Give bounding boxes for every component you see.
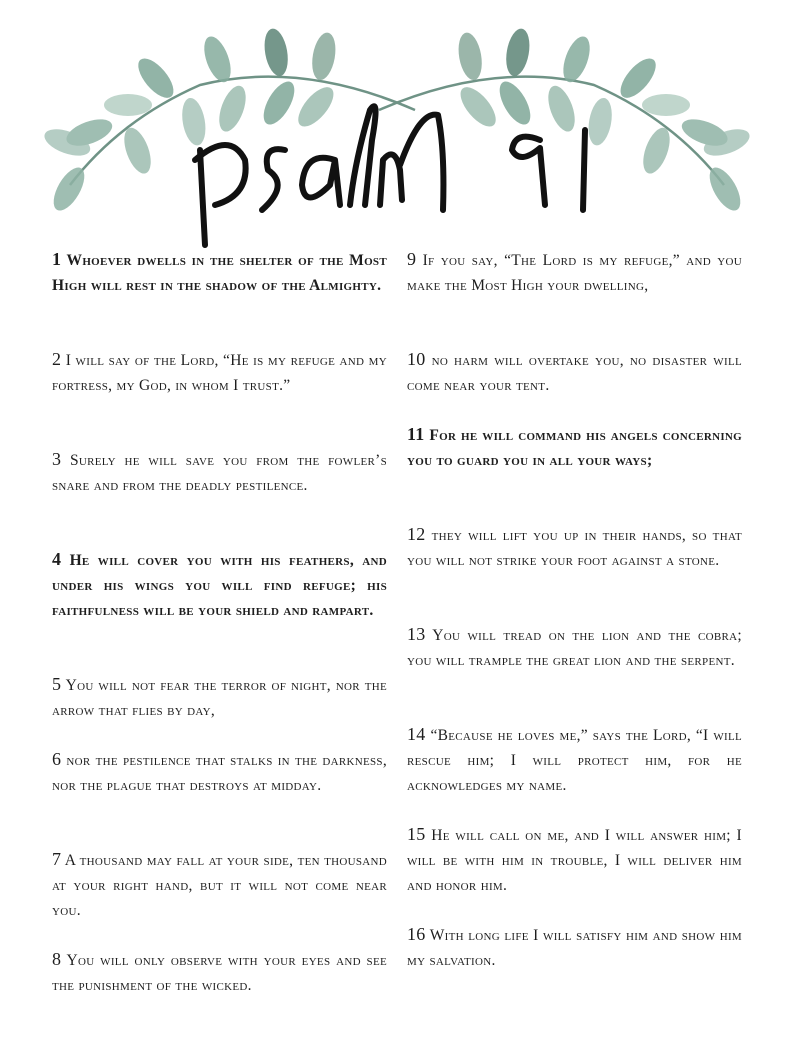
- verse: [52, 447, 387, 498]
- verse: [52, 847, 387, 923]
- verse-text: “Because he loves me,” says the Lord, “I will rescue him; I will protect him, for he acknowledges my name.: [407, 727, 742, 794]
- verse: [407, 422, 742, 473]
- verse-text: Surely he will save you from the fowler’s snare and from the deadly pestilence.: [52, 452, 387, 494]
- verse: [407, 522, 742, 573]
- verse-text: You will not fear the terror of night, nor the arrow that flies by day,: [52, 677, 387, 719]
- verse-number: 11: [407, 424, 425, 444]
- verse: [407, 622, 742, 673]
- verse-number: 14: [407, 724, 426, 744]
- verse-number: 13: [407, 624, 426, 644]
- verse-number: 5: [52, 674, 62, 694]
- verse-number: 9: [407, 249, 417, 269]
- verse-text: With long life I will satisfy him and show him my salvation.: [407, 927, 742, 969]
- header: [0, 0, 794, 250]
- verse-text: He will cover you with his feathers, and under his wings you will find refuge; his faithfulness will be your shield and rampart.: [52, 552, 387, 619]
- verse-text: nor the pestilence that stalks in the darkness, nor the plague that destroys at midday.: [52, 752, 387, 794]
- verse: [407, 722, 742, 798]
- verse-text: You will tread on the lion and the cobra; you will trample the great lion and the serpent.: [407, 627, 742, 669]
- verse-number: 7: [52, 849, 62, 869]
- verse-number: 16: [407, 924, 426, 944]
- verse-number: 1: [52, 249, 62, 269]
- verse: [52, 547, 387, 623]
- verse-number: 10: [407, 349, 426, 369]
- verse-number: 4: [52, 549, 62, 569]
- verse-number: 12: [407, 524, 426, 544]
- verse: [52, 947, 387, 998]
- verse: [52, 672, 387, 723]
- verse-number: 8: [52, 949, 62, 969]
- left-branch-icon: [41, 27, 415, 216]
- verse-number: 6: [52, 749, 62, 769]
- verse: [52, 747, 387, 798]
- verse: [407, 922, 742, 973]
- right-branch-icon: [379, 27, 753, 216]
- verse-number: 15: [407, 824, 426, 844]
- page-title: [195, 106, 585, 245]
- verse-text: He will call on me, and I will answer him; I will be with him in trouble, I will deliver him and honor him.: [407, 827, 742, 894]
- verse: [52, 247, 387, 298]
- verse-number: 3: [52, 449, 62, 469]
- verse: [407, 822, 742, 898]
- verse: [52, 347, 387, 398]
- verse-text: Whoever dwells in the shelter of the Most High will rest in the shadow of the Almighty.: [52, 252, 387, 294]
- verse: [407, 347, 742, 398]
- verse-text: For he will command his angels concerning you to guard you in all your ways;: [407, 427, 742, 469]
- verse-text: I will say of the Lord, “He is my refuge and my fortress, my God, in whom I trust.”: [52, 352, 387, 394]
- verse-text: they will lift you up in their hands, so that you will not strike your foot against a stone.: [407, 527, 742, 569]
- eucalyptus-branches-icon: [0, 0, 794, 250]
- verse-text: no harm will overtake you, no disaster will come near your tent.: [407, 352, 742, 394]
- verse: [407, 247, 742, 298]
- verse-text: If you say, “The Lord is my refuge,” and you make the Most High your dwelling,: [407, 252, 742, 294]
- verse-text: You will only observe with your eyes and see the punishment of the wicked.: [52, 952, 387, 994]
- verse-number: 2: [52, 349, 62, 369]
- verse-text: A thousand may fall at your side, ten thousand at your right hand, but it will not come near you.: [52, 852, 387, 919]
